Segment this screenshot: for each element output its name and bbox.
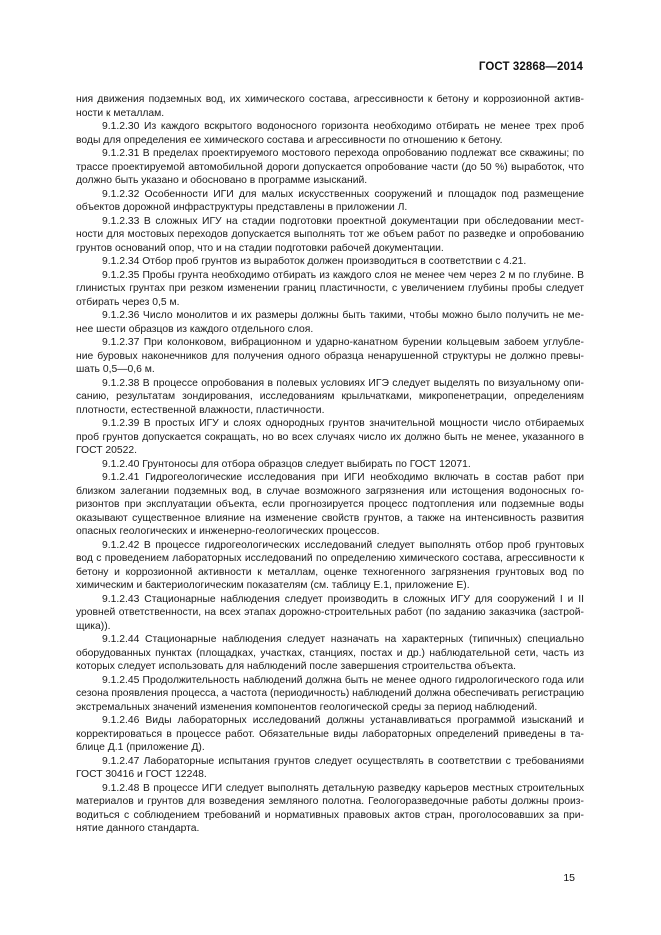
paragraph-9-1-2-45: 9.1.2.45 Продолжительность наблюдений должна быть не менее одного гидрологического года или сезона проявления процесса, а частота (периодичность) наблюдений должна обеспечивать регистрацию экстремальных значений изменения компонентов геологической среды за период наблюдений. [76, 674, 584, 713]
paragraph-9-1-2-38: 9.1.2.38 В процессе опробования в полевых условиях ИГЭ следует выделять по визуальному описанию, результатам зондирования, исследованиям крыльчатками, микропенетрации, определениям плотности, естественной влажности, пластичности. [76, 377, 584, 416]
paragraph-9-1-2-35: 9.1.2.35 Пробы грунта необходимо отбирать из каждого слоя не менее чем через 2 м по глубине. В глинистых грунтах при резком изменении границ пластичности, с увеличением глубины пробы следует отбирать через 0,5 м. [76, 269, 584, 308]
paragraph-9-1-2-40: 9.1.2.40 Грунтоносы для отбора образцов следует выбирать по ГОСТ 12071. [102, 458, 471, 470]
paragraph-9-1-2-42: 9.1.2.42 В процессе гидрогеологических исследований следует выполнять отбор проб грунтовых вод с проведением лабораторных исследований по определению химического состава, агрессивности к бетону и коррозионной активности к металлам, оценке техногенного загрязнения грунтовых вод по химическим и бактериологическим показателям (см. таблицу Е.1, приложение Е). [76, 539, 584, 591]
paragraph-9-1-2-36: 9.1.2.36 Число монолитов и их размеры должны быть такими, чтобы можно было получить не менее шести образцов из каждого отдельного слоя. [76, 310, 584, 335]
paragraph-9-1-2-39: 9.1.2.39 В простых ИГУ и слоях однородных грунтов значительной мощности число отбираемых проб грунтов допускается сокращать, но во всех случаях число их должно быть не менее, указанного в ГОСТ 20522. [76, 418, 584, 456]
paragraph-9-1-2-48: 9.1.2.48 В процессе ИГИ следует выполнять детальную разведку карьеров местных строительных материалов и грунтов для возведения земляного полотна. Геологоразведочные работы должны производиться с соблюдением требований и нормативных правовых актов стран, проголосовавших за принятие данного стандарта. [76, 782, 584, 834]
paragraph-9-1-2-30: 9.1.2.30 Из каждого вскрытого водоносного горизонта необходимо отбирать не менее трех проб воды для определения ее химического состава и агрессивности по отношению к бетону. [76, 121, 584, 146]
paragraph-9-1-2-32: 9.1.2.32 Особенности ИГИ для малых искусственных сооружений и площадок под размещение объектов дорожной инфраструктуры представлены в приложении Л. [76, 188, 584, 213]
paragraph-continuation: ния движения подземных вод, их химического состава, агрессивности к бетону и коррозионной активности к металлам. [76, 94, 584, 119]
paragraph-9-1-2-46: 9.1.2.46 Виды лабораторных исследований должны устанавливаться программой изысканий и корректироваться в процессе работ. Обязательные виды лабораторных определений приведены в таблице Д.1 (приложение Д). [76, 715, 584, 753]
document-body [76, 93, 584, 836]
paragraph-9-1-2-47: 9.1.2.47 Лабораторные испытания грунтов следует осуществлять в соответствии с требованиями ГОСТ 30416 и ГОСТ 12248. [76, 755, 584, 780]
page-number: 15 [563, 872, 575, 884]
paragraph-9-1-2-33: 9.1.2.33 В сложных ИГУ на стадии подготовки проектной документации при обследовании местности для мостовых переходов допускается выполнять тот же объем работ по разведке и опробованию грунтов оснований опор, что и на стадии подготовки рабочей документации. [76, 215, 584, 254]
paragraph-9-1-2-31: 9.1.2.31 В пределах проектируемого мостового перехода опробованию подлежат все скважины; по трассе проектируемой автомобильной дороги допускается опробование части (до 50 %) выработок, что должно быть указано и обосновано в программе изысканий. [76, 148, 584, 186]
standard-header: ГОСТ 32868—2014 [478, 61, 583, 73]
paragraph-9-1-2-34: 9.1.2.34 Отбор проб грунтов из выработок должен производиться в соответствии с 4.21. [102, 256, 527, 267]
paragraph-9-1-2-37: 9.1.2.37 При колонковом, вибрационном и ударно-канатном бурении кольцевым забоем углубление буровых наконечников для получения одного образца ненарушенной структуры не должно превышать 0,5—0,6 м. [76, 337, 584, 375]
paragraph-9-1-2-44: 9.1.2.44 Стационарные наблюдения следует назначать на характерных (типичных) специально оборудованных пунктах (площадках, участках, станциях, постах и др.) наблюдательной сети, часть из которых следует использовать для наблюдений после завершения строительства объекта. [76, 634, 584, 672]
paragraph-9-1-2-41: 9.1.2.41 Гидрогеологические исследования при ИГИ необходимо включать в состав работ при близком залегании подземных вод, в случае возможного загрязнения или истощения водоносных горизонтов при эксплуатации объекта, если прогнозируется процесс подтопления или подземные воды оказывают существенное влияние на изменение свойств грунтов, а также на интенсивность развития опасных геологических и инженерно-геологических процессов. [76, 472, 584, 537]
paragraph-9-1-2-43: 9.1.2.43 Стационарные наблюдения следует производить в сложных ИГУ для сооружений I и II уровней ответственности, на всех этапах дорожно-строительных работ (по заданию заказчика (застройщика)). [76, 593, 584, 632]
